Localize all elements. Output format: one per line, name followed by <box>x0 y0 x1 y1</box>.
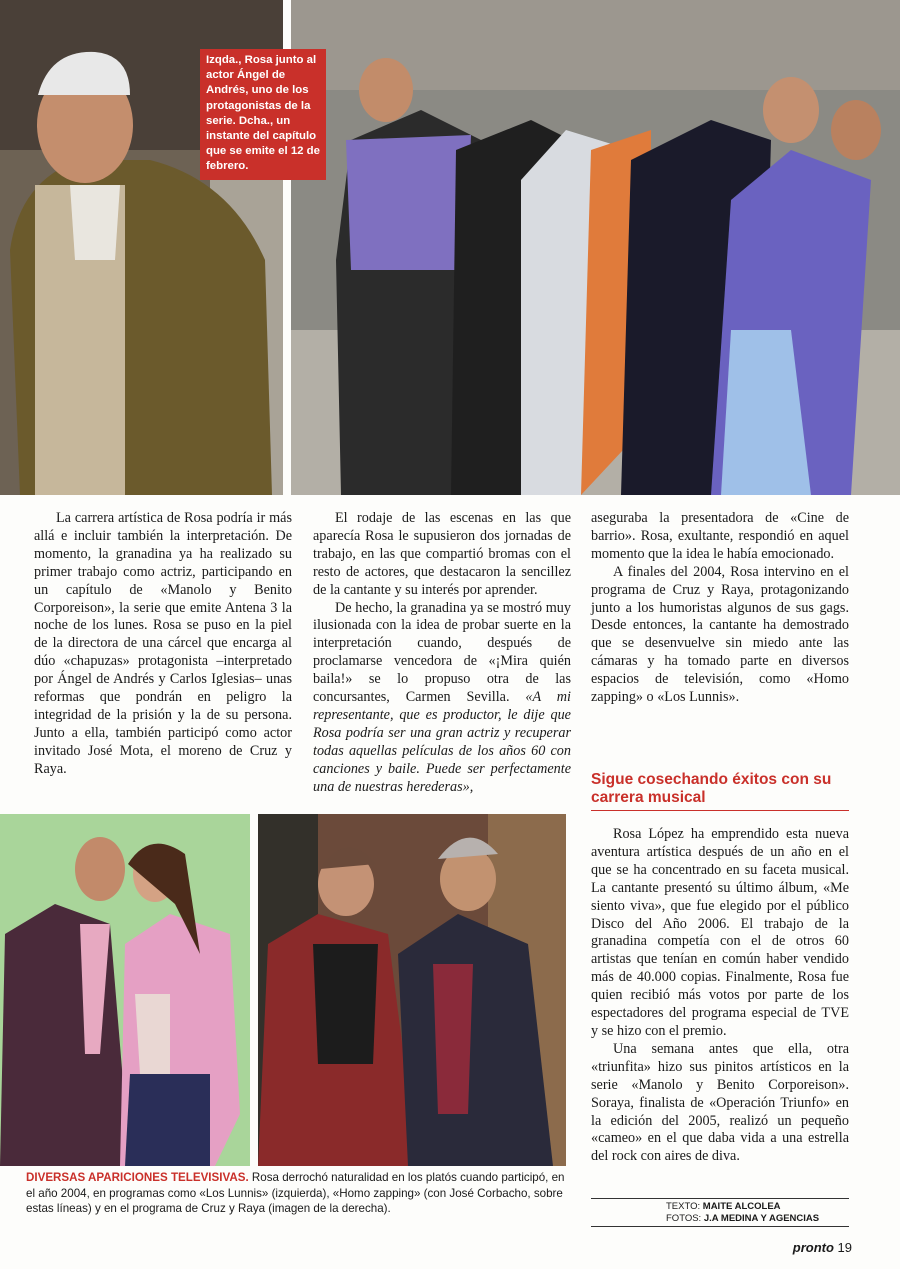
credit-photos <box>666 1213 849 1225</box>
caption-lead: DIVERSAS APARICIONES TELEVISIVAS. <box>26 1171 249 1184</box>
credit-text-value: MAITE ALCOLEA <box>702 1201 781 1212</box>
paragraph: Una semana antes que ella, otra «triunfita» hizo sus pinitos artísticos en la serie «Manolo y Benito Corporeison». Soraya, finalista de «Operación Triunfo» en la edición del 2005, realizó un pequeño «cameo» en el que daba vida a una estrella del rock con aires de diva. <box>591 1040 849 1165</box>
paragraph: El rodaje de las escenas en las que aparecía Rosa le supusieron dos jornadas de trabajo, en las que compartió bromas con el resto de actores, que destacaron la sencillez de la cantante y su interés por aprender. <box>313 510 571 598</box>
credit-photos-value: J.A MEDINA Y AGENCIAS <box>703 1213 820 1224</box>
magazine-name: pronto <box>792 1240 834 1255</box>
quote: «A mi representante, que es productor, le dije que Rosa podría ser una gran actriz y recuperar todas aquellas películas de los años 60 con canciones y baile. Puede ser perfectamente una de nuestras herederas», <box>313 689 571 795</box>
article-column-1 <box>34 510 292 779</box>
paragraph: La carrera artística de Rosa podría ir más allá e incluir también la interpretación. De momento, la granadina ya ha realizado su primer trabajo como actriz, participando en un capítulo de «Manolo y Benito Corporeison», la serie que emite Antena 3 la noche de los lunes. Rosa se puso en la piel de la directora de una cárcel que encarga al dúo «chapuzas» protagonista –interpretado por Ángel de Andrés y Carlos Iglesias– unas reformas que pondrán en peligro la integridad de la prisión y la de su persona. Junto a ella, también participó como actor invitado José Mota, el moreno de Cruz y Raya. <box>34 510 292 777</box>
article-column-3 <box>591 510 849 707</box>
credit-text <box>666 1201 849 1213</box>
credit-photos-label: FOTOS: <box>666 1213 702 1224</box>
photo-cruz-y-raya <box>258 814 566 1166</box>
paragraph: Rosa López ha emprendido esta nueva aventura artística después de un año en el que se ha concentrado en su faceta musical. La cantante presentó su último álbum, «Me siento viva», que fue elegido por el público Disco del Año 2006. El trabajo de la granadina competía con el de otros 60 artistas que tenían en común haber vendido más de 40.000 copias. Finalmente, Rosa fue quien recibió más votos por parte de los espectadores del programa especial de TVE y se hizo con el premio. <box>591 826 849 1039</box>
page-folio <box>793 1240 852 1255</box>
photo-caption-top: Izqda., Rosa junto al actor Ángel de Andrés, uno de los protagonistas de la serie. Dcha., un instante del capítulo que se emite el 12 de febrero. <box>200 49 326 180</box>
paragraph <box>313 600 571 797</box>
subheading: Sigue cosechando éxitos con su carrera musical <box>591 771 849 811</box>
bottom-photo-caption <box>26 1170 566 1217</box>
photo-homo-zapping <box>0 814 250 1166</box>
credits <box>591 1198 849 1227</box>
page-number: 19 <box>837 1240 852 1255</box>
paragraph: aseguraba la presentadora de «Cine de barrio». Rosa, exultante, respondió en aquel momento que la idea le había emocionado. <box>591 510 849 562</box>
caption-text: Rosa derrochó naturalidad en los platós cuando participó, en el año 2004, en programas como «Los Lunnis» (izquierda), «Homo zapping» (con José Corbacho, sobre estas líneas) y en el programa de Cruz y Raya (imagen de la derecha). <box>26 1171 565 1216</box>
article-column-2 <box>313 510 571 797</box>
photo-prison-scene <box>291 0 900 495</box>
paragraph: A finales del 2004, Rosa intervino en el programa de Cruz y Raya, protagonizando junto a los humoristas algunos de sus gags. Desde entonces, la cantante ha demostrado que se desenvuelve sin miedo ante las cámaras y ha tomado parte en diversos espacios de televisión, como «Homo zapping» o «Los Lunnis». <box>591 563 849 706</box>
credit-text-label: TEXTO: <box>666 1201 701 1212</box>
paragraph-text: De hecho, la granadina ya se mostró muy ilusionada con la idea de probar suerte en la interpretación cuando, después de proclamarse vencedora de «¡Mira quién baila!» se lo propuso otra de las concursantes, Carmen Sevilla. <box>313 599 571 706</box>
article-column-3-lower <box>591 826 849 1166</box>
